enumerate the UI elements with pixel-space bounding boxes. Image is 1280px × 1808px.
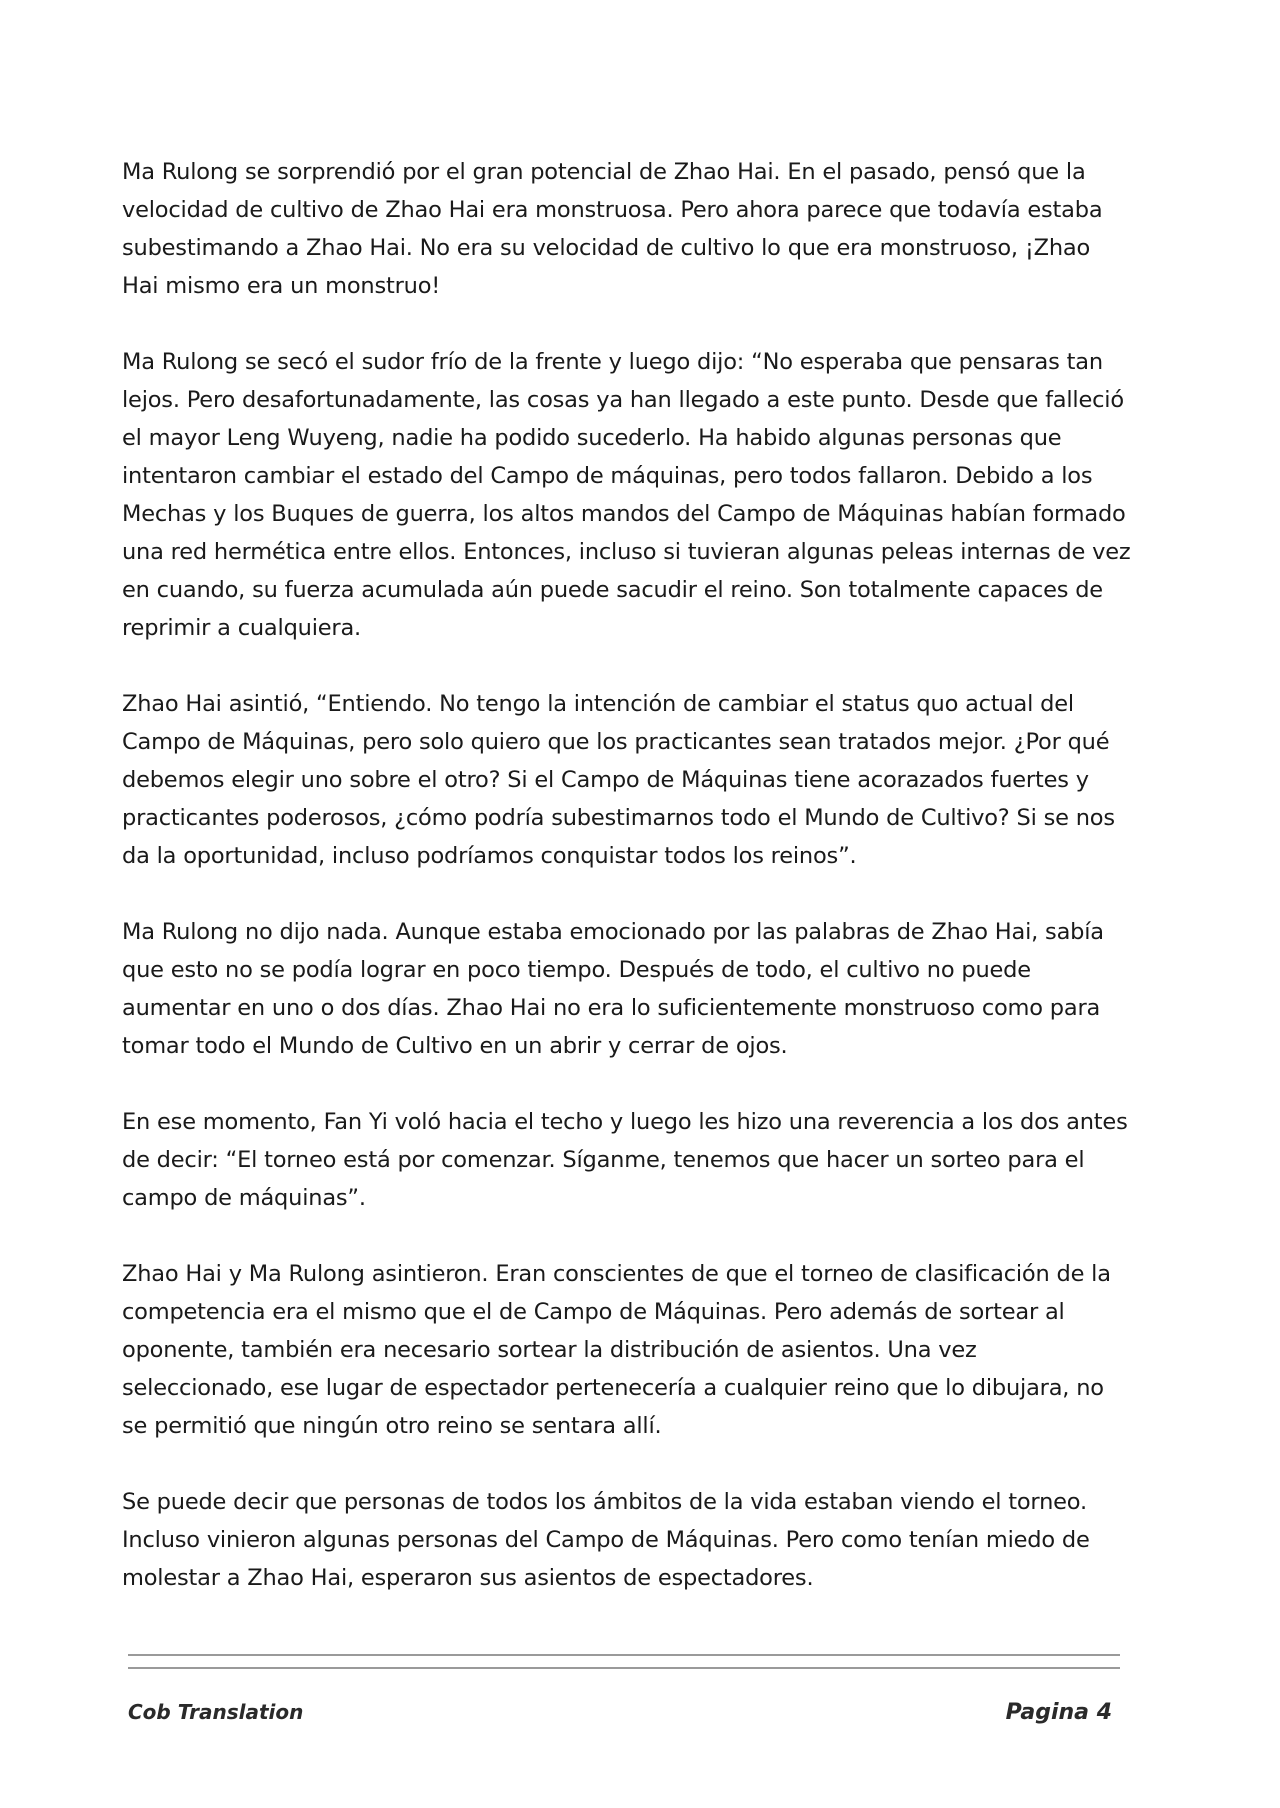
paragraph-4: Ma Rulong no dijo nada. Aunque estaba emocionado por las palabras de Zhao Hai, sabía que esto no se podía lograr en poco tiempo. Después de todo, el cultivo no puede aumentar en uno o dos días. Zhao Hai no era lo suficientemente monstruoso como para tomar todo el Mundo de Cultivo en un abrir y cerrar de ojos. (122, 919, 1104, 1059)
footer-page-number: Pagina 4 (1005, 1700, 1112, 1725)
footer-translator-credit: Cob Translation (128, 1700, 304, 1724)
footer-divider-bottom (128, 1667, 1120, 1669)
paragraph-7: Se puede decir que personas de todos los ámbitos de la vida estaban viendo el torneo. Incluso vinieron algunas personas del Campo de Máquinas. Pero como tenían miedo de molestar a Zhao Hai, esperaron sus asientos de espectadores. (122, 1489, 1090, 1591)
paragraph-1: Ma Rulong se sorprendió por el gran potencial de Zhao Hai. En el pasado, pensó que la velocidad de cultivo de Zhao Hai era monstruosa. Pero ahora parece que todavía estaba subestimando a Zhao Hai. No era su velocidad de cultivo lo que era monstruoso, ¡Zhao Hai mismo era un monstruo! (122, 159, 1103, 299)
paragraph-5: En ese momento, Fan Yi voló hacia el techo y luego les hizo una reverencia a los dos antes de decir: “El torneo está por comenzar. Síganme, tenemos que hacer un sorteo para el campo de máquinas”. (122, 1109, 1128, 1211)
paragraph-2: Ma Rulong se secó el sudor frío de la frente y luego dijo: “No esperaba que pensaras tan lejos. Pero desafortunadamente, las cosas ya han llegado a este punto. Desde que falleció el mayor Leng Wuyeng, nadie ha podido sucederlo. Ha habido algunas personas que intentaron cambiar el estado del Campo de máquinas, pero todos fallaron. Debido a los Mechas y los Buques de guerra, los altos mandos del Campo de Máquinas habían formado una red hermética entre ellos. Entonces, incluso si tuvieran algunas peleas internas de vez en cuando, su fuerza acumulada aún puede sacudir el reino. Son totalmente capaces de reprimir a cualquiera. (122, 349, 1131, 641)
paragraph-6: Zhao Hai y Ma Rulong asintieron. Eran conscientes de que el torneo de clasificación de la competencia era el mismo que el de Campo de Máquinas. Pero además de sortear al oponente, también era necesario sortear la distribución de asientos. Una vez seleccionado, ese lugar de espectador pertenecería a cualquier reino que lo dibujara, no se permitió que ningún otro reino se sentara allí. (122, 1261, 1111, 1439)
paragraph-3: Zhao Hai asintió, “Entiendo. No tengo la intención de cambiar el status quo actual del Campo de Máquinas, pero solo quiero que los practicantes sean tratados mejor. ¿Por qué debemos elegir uno sobre el otro? Si el Campo de Máquinas tiene acorazados fuertes y practicantes poderosos, ¿cómo podría subestimarnos todo el Mundo de Cultivo? Si se nos da la oportunidad, incluso podríamos conquistar todos los reinos”. (122, 691, 1115, 869)
footer-divider-top (128, 1654, 1120, 1656)
body-text (122, 153, 1132, 1635)
